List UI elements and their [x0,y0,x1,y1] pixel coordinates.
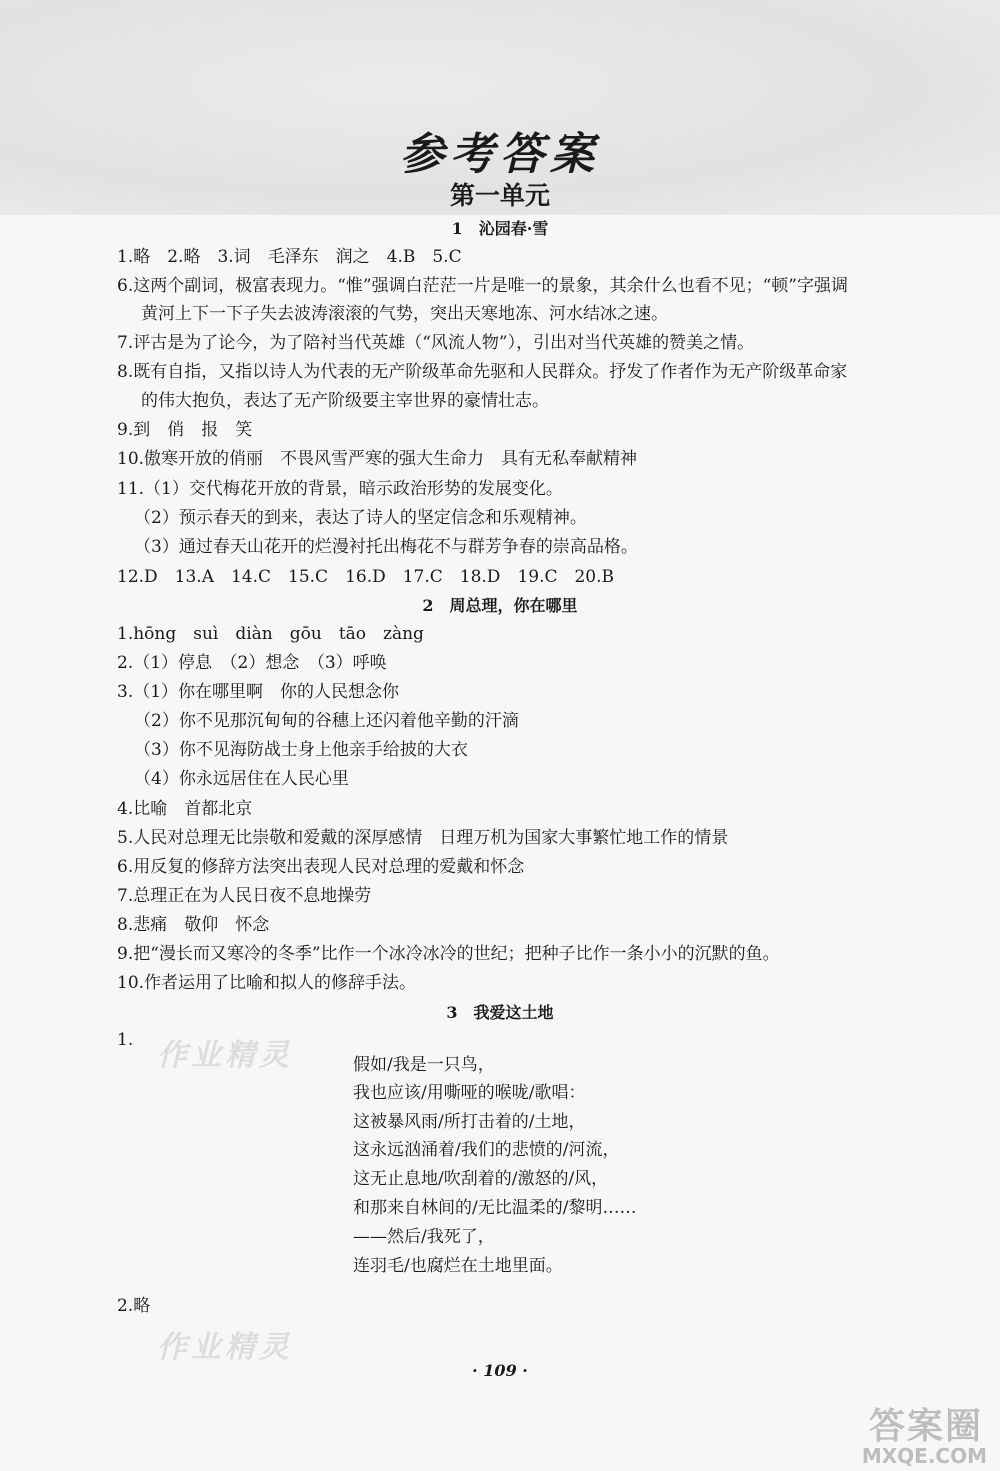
logo-text: 答案圈 [868,1405,983,1447]
answer-line: 5.人民对总理无比崇敬和爱戴的深厚感情 日理万机为国家大事繁忙地工作的情景 [117,828,729,848]
answer-line: 1.略 2.略 3.词 毛泽东 润之 4.B 5.C [117,247,462,267]
answer-line: （3）通过春天山花开的烂漫衬托出梅花不与群芳争春的崇高品格。 [134,537,638,557]
answer-line: 9.到 俏 报 笑 [117,420,253,440]
answer-line: （3）你不见海防战士身上他亲手给披的大衣 [134,740,468,760]
answer-line: 10.傲寒开放的俏丽 不畏风雪严寒的强大生命力 具有无私奉献精神 [117,449,638,469]
answer-line: （2）你不见那沉甸甸的谷穗上还闪着他辛勤的汗滴 [134,711,519,731]
poem-line: 这被暴风雨/所打击着的/土地， [353,1112,586,1132]
section-heading-1: 1 沁园春·雪 [451,219,549,238]
poem-line: 这无止息地/吹刮着的/激怒的/风， [353,1169,609,1189]
answer-line: 黄河上下一下子失去波涛滚滚的气势，突出天寒地冻、河水结冰之速。 [141,304,668,324]
section-heading-3: 3 我爱这土地 [446,1003,554,1022]
answer-line: 11.（1）交代梅花开放的背景，暗示政治形势的发展变化。 [117,479,563,499]
watermark: 作业精灵 [157,1330,293,1365]
answer-line: 3.（1）你在哪里啊 你的人民想念你 [117,682,400,702]
answer-line: 的伟大抱负，表达了无产阶级要主宰世界的豪情壮志。 [141,391,549,411]
watermark: 作业精灵 [157,1038,293,1073]
poem-line: 假如/我是一只鸟， [353,1055,495,1075]
site-logo [790,1398,995,1468]
answer-line: 1. [117,1030,134,1050]
answer-line: 2.（1）停息 （2）想念 （3）呼唤 [117,653,387,673]
poem-line: 和那来自林间的/无比温柔的/黎明…… [353,1198,637,1218]
answer-line: （4）你永远居住在人民心里 [134,769,349,789]
unit-title: 第一单元 [449,181,550,210]
logo-domain: MXQE.COM [861,1444,987,1468]
answer-line: 9.把“漫长而又寒冷的冬季”比作一个冰冷冰冷的世纪；把种子比作一条小小的沉默的鱼。 [117,944,780,964]
poem-line: 我也应该/用嘶哑的喉咙/歌唱： [353,1083,586,1103]
poem-line: 这永远汹涌着/我们的悲愤的/河流， [353,1140,620,1160]
poem-line: ——然后/我死了， [353,1227,495,1247]
answer-line: 12.D 13.A 14.C 15.C 16.D 17.C 18.D 19.C 20.B [117,567,615,587]
answer-line: 6.用反复的修辞方法突出表现人民对总理的爱戴和怀念 [117,857,525,877]
page-title: 参考答案 [400,129,600,180]
answer-line: （2）预示春天的到来，表达了诗人的坚定信念和乐观精神。 [134,508,587,528]
page-number: · 109 · [472,1361,528,1380]
section-heading-2: 2 周总理，你在哪里 [422,596,578,615]
answer-line: 8.悲痛 敬仰 怀念 [117,915,270,935]
poem-line: 连羽毛/也腐烂在土地里面。 [353,1256,563,1276]
answer-line: 10.作者运用了比喻和拟人的修辞手法。 [117,973,417,993]
answer-line: 7.评古是为了论今，为了陪衬当代英雄（“风流人物”），引出对当代英雄的赞美之情。 [117,333,755,353]
answer-line: 7.总理正在为人民日夜不息地操劳 [117,886,372,906]
answer-line: 1.hōng suì diàn gōu tāo zàng [117,624,424,644]
answer-line: 4.比喻 首都北京 [117,799,253,819]
answer-line: 8.既有自指，又指以诗人为代表的无产阶级革命先驱和人民群众。抒发了作者作为无产阶级革命家 [117,362,848,382]
answer-line: 2.略 [117,1296,151,1316]
answer-line: 6.这两个副词，极富表现力。“惟”强调白茫茫一片是唯一的景象，其余什么也看不见；“顿”字强调 [117,276,848,296]
